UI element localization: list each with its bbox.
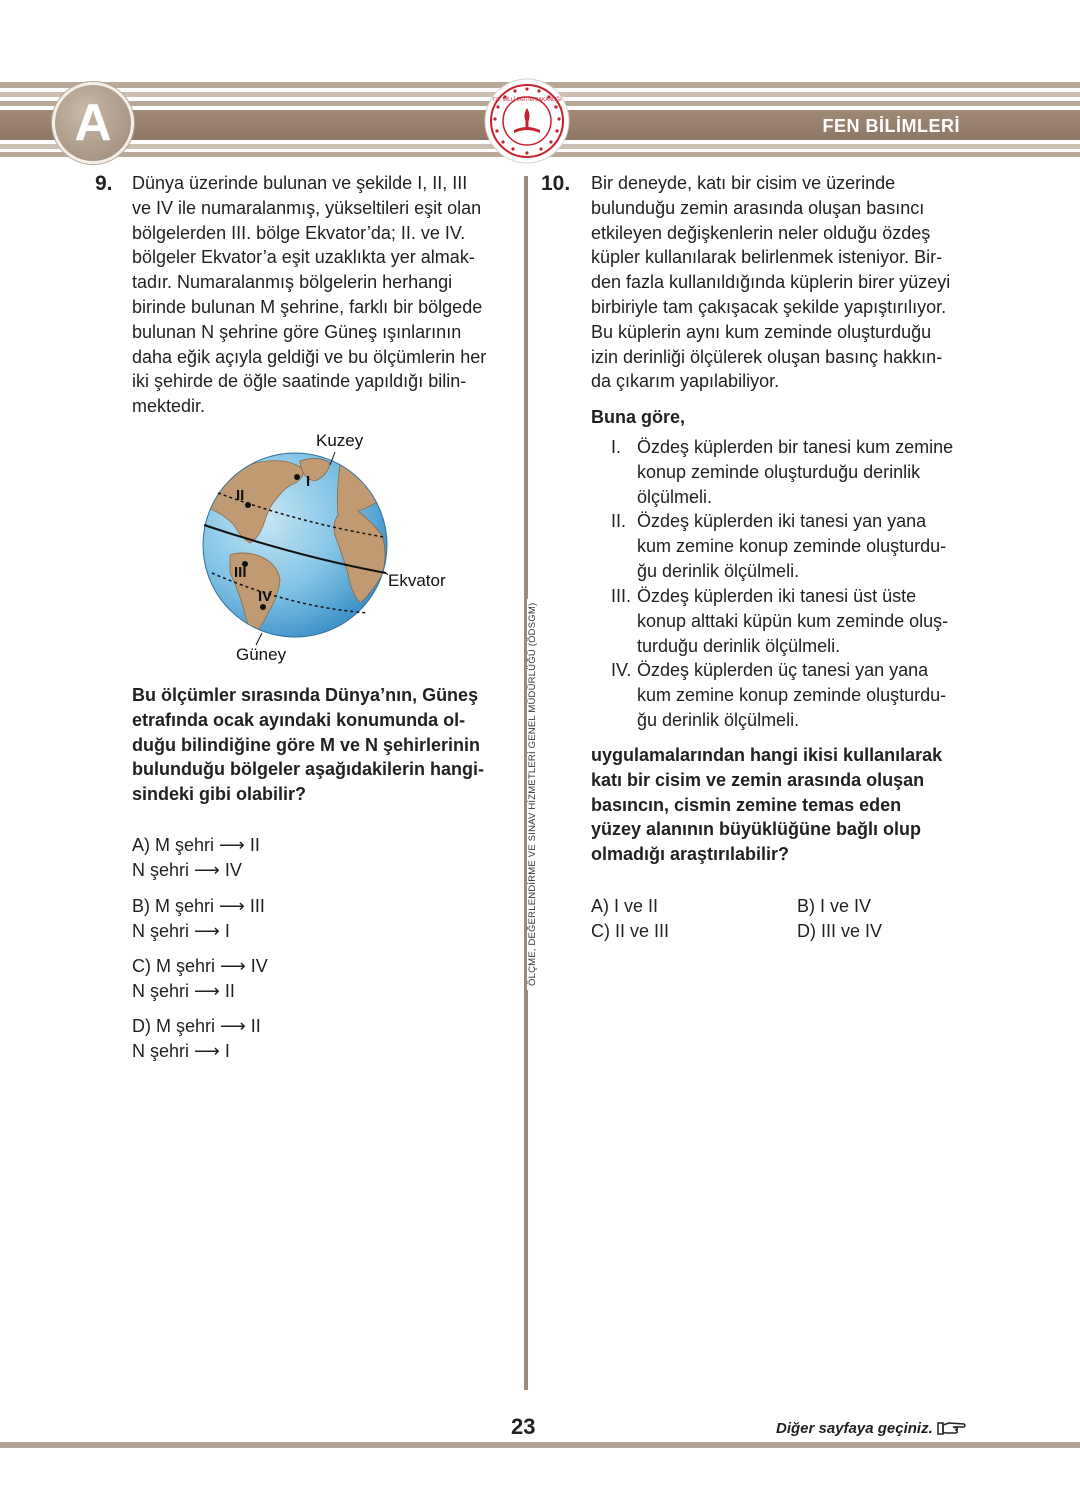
page-number: 23 bbox=[511, 1414, 536, 1439]
q9-stem: Dünya üzerinde bulunan ve şekilde I, II, III ve IV ile numaralanmış, yükseltileri eşit olan bölgelerden III. bölge Ekvator’da; II. ve IV. bölgeler Ekvator’a eşit uzaklıkta yer almak- tadır. Numaralanmış bölgelerin herhangi birinde bulunan M şehrine, farklı bir bölgede bulunan N şehrine göre Güneş ışınlarının daha eğik açıyla geldiği ve bu ölçümlerin her iki şehirde de öğle saatinde yapıldığı bilin- mektedir. bbox=[132, 173, 487, 417]
q9-option-d[interactable]: D) M şehri ⟶ II N şehri ⟶ I bbox=[132, 1016, 261, 1061]
q10-stem: Bir deneyde, katı bir cisim ve üzerinde bulunduğu zemin arasında oluşan basıncı etkileyen değişkenlerin neler olduğu özdeş küpler kullanılarak belirlenmek isteniyor. Bir- den fazla kullanıldığında küplerin birer yüzeyi birbiriyle tam çakışacak şekilde yapıştırılıyor. Bu küplerin aynı kum zeminde oluşturduğu izin derinliği ölçülerek oluşan basınç hakkın- da çıkarım yapılabiliyor. bbox=[591, 173, 951, 392]
equator-label: Ekvator bbox=[388, 571, 446, 590]
region-I-label: I bbox=[306, 473, 311, 490]
q10-item-2-text: Özdeş küplerden iki tanesi yan yana kum zemine konup zeminde oluşturdu- ğu derinlik ölçülmeli. bbox=[637, 511, 947, 581]
meb-seal-icon bbox=[484, 78, 570, 164]
pointing-hand-icon bbox=[937, 1420, 967, 1436]
south-label: Güney bbox=[236, 645, 287, 664]
next-page-note: Diğer sayfaya geçiniz. bbox=[776, 1420, 967, 1437]
globe-svg bbox=[190, 425, 470, 670]
q9-question: Bu ölçümler sırasında Dünya’nın, Güneş etrafında ocak ayındaki konumunda ol- duğu bilindiğine göre M ve N şehirlerinin bulunduğu bölgeler aşağıdakilerin hangi- sindeki gibi olabilir? bbox=[132, 685, 485, 805]
q10-question: uygulamalarından hangi ikisi kullanılarak katı bir cisim ve zemin arasında oluşan basıncın, cismin zemine temas eden yüzey alanının büyüklüğüne bağlı olup olmadığı araştırılabilir? bbox=[591, 745, 943, 865]
q10-item-1-num: I. bbox=[611, 437, 622, 457]
q10-option-b[interactable]: B) I ve IV bbox=[797, 896, 872, 916]
q9-number: 9. bbox=[95, 172, 113, 195]
q10-item-3-text: Özdeş küplerden iki tanesi üst üste konup alttaki küpün kum zeminde oluş- turduğu derinlik ölçülmeli. bbox=[637, 586, 949, 656]
q10-lead: Buna göre, bbox=[591, 407, 686, 427]
footer-bar bbox=[0, 1442, 1080, 1448]
region-II-marker bbox=[245, 502, 251, 508]
q10-item-4-text: Özdeş küplerden üç tanesi yan yana kum zemine konup zeminde oluşturdu- ğu derinlik ölçülmeli. bbox=[637, 660, 947, 730]
booklet-letter-badge: A bbox=[52, 82, 134, 164]
q10-item-3-num: III. bbox=[611, 586, 632, 606]
q9-option-c[interactable]: C) M şehri ⟶ IV N şehri ⟶ II bbox=[132, 956, 268, 1001]
q10-number: 10. bbox=[541, 172, 571, 195]
svg-text:T.C. MİLLÎ EĞİTİM BAKANLIĞI: T.C. MİLLÎ EĞİTİM BAKANLIĞI bbox=[492, 97, 562, 103]
region-IV-label: IV bbox=[258, 588, 273, 605]
north-label: Kuzey bbox=[316, 431, 364, 450]
subject-title: FEN BİLİMLERİ bbox=[822, 116, 960, 136]
odsgm-vertical-text: ÖLÇME, DEĞERLENDİRME VE SINAV HİZMETLERİ GENEL MÜDÜRLÜĞÜ (ÖDSGM) bbox=[527, 599, 538, 990]
q10-item-1-text: Özdeş küplerden bir tanesi kum zemine konup zeminde oluşturduğu derinlik ölçülmeli. bbox=[637, 437, 954, 507]
q9-option-b[interactable]: B) M şehri ⟶ III N şehri ⟶ I bbox=[132, 896, 265, 941]
q10-option-c[interactable]: C) II ve III bbox=[591, 921, 670, 941]
region-I-marker bbox=[294, 474, 300, 480]
region-III-label: III bbox=[234, 564, 247, 581]
q10-item-2-num: II. bbox=[611, 511, 627, 531]
q9-option-a[interactable]: A) M şehri ⟶ II N şehri ⟶ IV bbox=[132, 835, 260, 880]
q10-option-d[interactable]: D) III ve IV bbox=[797, 921, 883, 941]
region-II-label: II bbox=[236, 487, 245, 504]
q10-item-4-num: IV. bbox=[611, 660, 632, 680]
q10-option-a[interactable]: A) I ve II bbox=[591, 896, 659, 916]
